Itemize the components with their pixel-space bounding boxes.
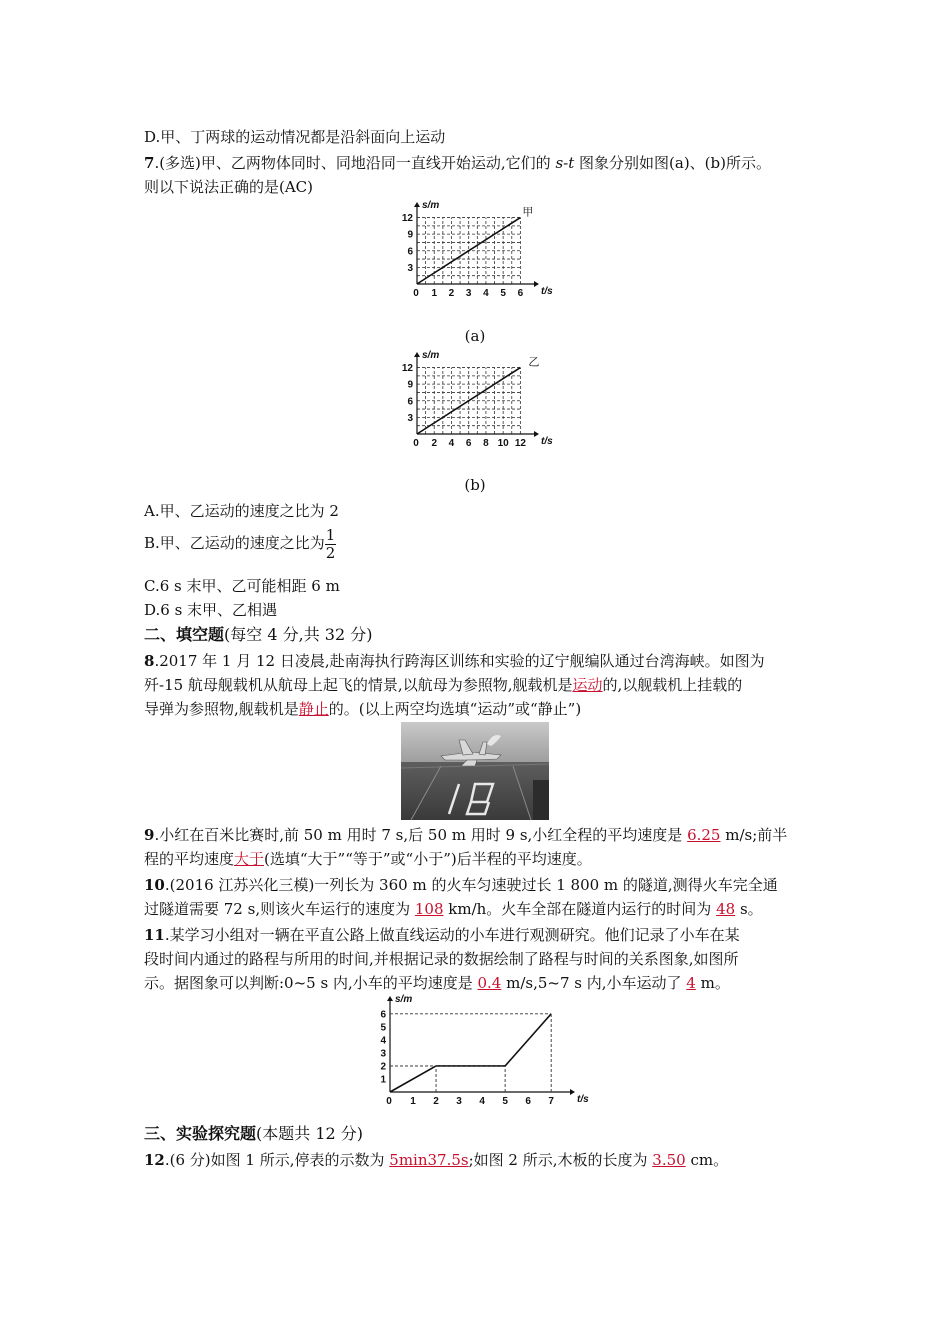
q10-line2-mid: km/h。火车全部在隧道内运行的时间为: [443, 900, 717, 918]
q7-option-b-fraction: [325, 527, 337, 562]
x-tick-label: 3: [465, 288, 472, 299]
y-tick-label: 3: [407, 412, 413, 424]
x-tick-label: 5: [500, 288, 506, 299]
x-tick-label: 2: [433, 1096, 439, 1107]
series-label: 乙: [528, 356, 540, 369]
y-axis-label: s/m: [422, 350, 440, 361]
q11-line2: 段时间内通过的路程与所用的时间,并根据记录的数据绘制了路程与时间的关系图象,如图所: [144, 950, 739, 968]
series-label: 甲: [522, 206, 534, 219]
x-axis-arrow: [534, 281, 539, 287]
x-tick-label: 2: [448, 288, 455, 299]
q10-line1: [144, 874, 778, 896]
q9-line2: [144, 848, 592, 870]
y-tick-label: 4: [380, 1035, 386, 1047]
x-tick-label: 6: [465, 438, 472, 449]
x-tick-label: 1: [410, 1096, 416, 1107]
x-axis-label: t/s: [577, 1094, 589, 1105]
x-tick-label: 3: [456, 1096, 462, 1107]
q9-answer-2: 大于: [234, 850, 265, 868]
q11-line1: [144, 924, 740, 946]
q11-line3: [144, 972, 730, 994]
chart-a: [395, 202, 555, 302]
section3-note: (本题共 12 分): [256, 1124, 364, 1143]
q10-answer-1: 108: [414, 900, 444, 918]
x-tick-label: 1: [431, 288, 438, 299]
q8-line3-post: 的。(以上两空均选填“运动”或“静止”): [328, 700, 582, 718]
q12-answer-2: 3.50: [652, 1151, 686, 1169]
x-tick-label: 4: [448, 438, 455, 449]
x-tick-label: 4: [483, 288, 489, 299]
q8-line3: [144, 698, 581, 720]
x-tick-label: 6: [517, 288, 524, 299]
q7-option-a: A.甲、乙运动的速度之比为 2: [144, 502, 339, 520]
series-line: [390, 1014, 551, 1092]
q7-stem-text: .(多选)甲、乙两物体同时、同地沿同一直线开始运动,它们的: [154, 154, 556, 172]
q8-answer-2: 静止: [298, 700, 329, 718]
q7-stem-end: 图象分别如图(a)、(b)所示。: [574, 154, 771, 172]
q11-line1-text: .某学习小组对一辆在平直公路上做直线运动的小车进行观测研究。他们记录了小车在某: [164, 926, 740, 944]
caption-a: (a): [464, 327, 486, 345]
y-tick-label: 9: [407, 379, 413, 391]
q8-line3-pre: 导弹为参照物,舰载机是: [144, 700, 299, 718]
x-axis-arrow: [534, 431, 539, 437]
q10-line2-pre: 过隧道需要 72 s,则该火车运行的速度为: [144, 900, 415, 918]
q9-number: 9: [144, 826, 155, 844]
q7-stem-line2: 则以下说法正确的是(AC): [144, 178, 314, 196]
y-tick-label: 6: [407, 396, 413, 408]
q8-line2: [144, 674, 742, 696]
q10-line2: [144, 898, 763, 920]
q11-line3-mid: m/s,5~7 s 内,小车运动了: [501, 974, 687, 992]
y-tick-label: 9: [407, 229, 413, 241]
q9-line2-pre: 程的平均速度: [144, 850, 235, 868]
q8-line2-post: 的,以舰载机上挂载的: [602, 676, 743, 694]
q11-line3-pre: 示。据图象可以判断:0~5 s 内,小车的平均速度是: [144, 974, 478, 992]
q12-line-post: cm。: [685, 1151, 729, 1169]
y-axis-arrow: [387, 996, 393, 1001]
y-tick-label: 1: [380, 1074, 386, 1086]
y-axis-arrow: [414, 202, 420, 207]
q12-line-pre: .(6 分)如图 1 所示,停表的示数为: [164, 1151, 390, 1169]
q7-option-b: [144, 526, 336, 562]
q7-stem-line1: [144, 152, 771, 174]
y-tick-label: 2: [380, 1061, 386, 1073]
chart-car: [368, 994, 589, 1108]
section2-note: (每空 4 分,共 32 分): [224, 625, 373, 644]
fraction-numerator: 1: [325, 525, 336, 544]
q12-number: 12: [144, 1151, 165, 1169]
section3-title: 三、实验探究题: [144, 1124, 257, 1143]
section2-heading: [144, 624, 372, 646]
q8-number: 8: [144, 652, 155, 670]
q9-answer-1: 6.25: [687, 826, 721, 844]
x-tick-label: 0: [413, 438, 419, 449]
x-tick-label: 6: [525, 1096, 531, 1107]
x-tick-label: 0: [413, 288, 419, 299]
x-tick-label: 5: [502, 1096, 508, 1107]
q8-answer-1: 运动: [572, 676, 603, 694]
q10-number: 10: [144, 876, 165, 894]
q8-line1: [144, 650, 765, 672]
x-axis-label: t/s: [541, 436, 553, 447]
q6-option-d: D.甲、丁两球的运动情况都是沿斜面向上运动: [144, 128, 446, 146]
q7-option-c: C.6 s 末甲、乙可能相距 6 m: [144, 577, 340, 595]
y-axis-label: s/m: [395, 994, 413, 1005]
y-axis-label: s/m: [422, 200, 440, 211]
x-tick-label: 4: [479, 1096, 485, 1107]
q10-line2-post: s。: [735, 900, 763, 918]
q11-answer-1: 0.4: [477, 974, 502, 992]
q12-line-mid: ;如图 2 所示,木板的长度为: [468, 1151, 653, 1169]
section3-heading: [144, 1123, 363, 1145]
y-tick-label: 12: [401, 213, 413, 225]
y-tick-label: 3: [407, 262, 413, 274]
x-axis-label: t/s: [541, 286, 553, 297]
x-axis-arrow: [570, 1089, 575, 1095]
q9-line1: [144, 824, 787, 846]
y-tick-label: 12: [401, 363, 413, 375]
x-tick-label: 12: [514, 438, 526, 449]
q9-line1-pre: .小红在百米比赛时,前 50 m 用时 7 s,后 50 m 用时 9 s,小红全程的平均速度是: [154, 826, 688, 844]
y-tick-label: 6: [407, 246, 413, 258]
q12-answer-1: 5min37.5s: [389, 1151, 469, 1169]
y-tick-label: 5: [380, 1022, 386, 1034]
x-tick-label: 2: [431, 438, 438, 449]
q9-line2-post: (选填“大于”“等于”或“小于”)后半程的平均速度。: [264, 850, 592, 868]
q11-number: 11: [144, 926, 165, 944]
q9-line1-post: m/s;前半: [720, 826, 788, 844]
section2-title: 二、填空题: [144, 625, 225, 644]
carrier-jet-photo: [401, 722, 549, 820]
q7-stem-st: s-t: [555, 154, 575, 172]
q8-line2-pre: 歼-15 航母舰载机从航母上起飞的情景,以航母为参照物,舰载机是: [144, 676, 573, 694]
x-tick-label: 8: [483, 438, 489, 449]
q12-line: [144, 1149, 728, 1171]
q10-answer-2: 48: [716, 900, 736, 918]
y-tick-label: 6: [380, 1009, 386, 1021]
caption-b: (b): [464, 476, 486, 494]
q11-answer-2: 4: [686, 974, 696, 992]
x-tick-label: 7: [548, 1096, 554, 1107]
fraction-denominator: 2: [325, 543, 336, 562]
x-tick-label: 0: [386, 1096, 392, 1107]
q7-option-b-text: B.甲、乙运动的速度之比为: [144, 534, 325, 552]
y-tick-label: 3: [380, 1048, 386, 1060]
x-tick-label: 10: [497, 438, 509, 449]
q8-line1-text: .2017 年 1 月 12 日凌晨,赴南海执行跨海区训练和实验的辽宁舰编队通过台湾海峡。如图为: [154, 652, 765, 670]
q10-line1-text: .(2016 江苏兴化三模)一列长为 360 m 的火车匀速驶过长 1 800 m 的隧道,测得火车完全通: [164, 876, 778, 894]
q7-number: 7: [144, 154, 155, 172]
q7-option-d: D.6 s 末甲、乙相遇: [144, 601, 278, 619]
chart-b: [395, 348, 555, 452]
y-axis-arrow: [414, 352, 420, 357]
q11-line3-post: m。: [695, 974, 730, 992]
